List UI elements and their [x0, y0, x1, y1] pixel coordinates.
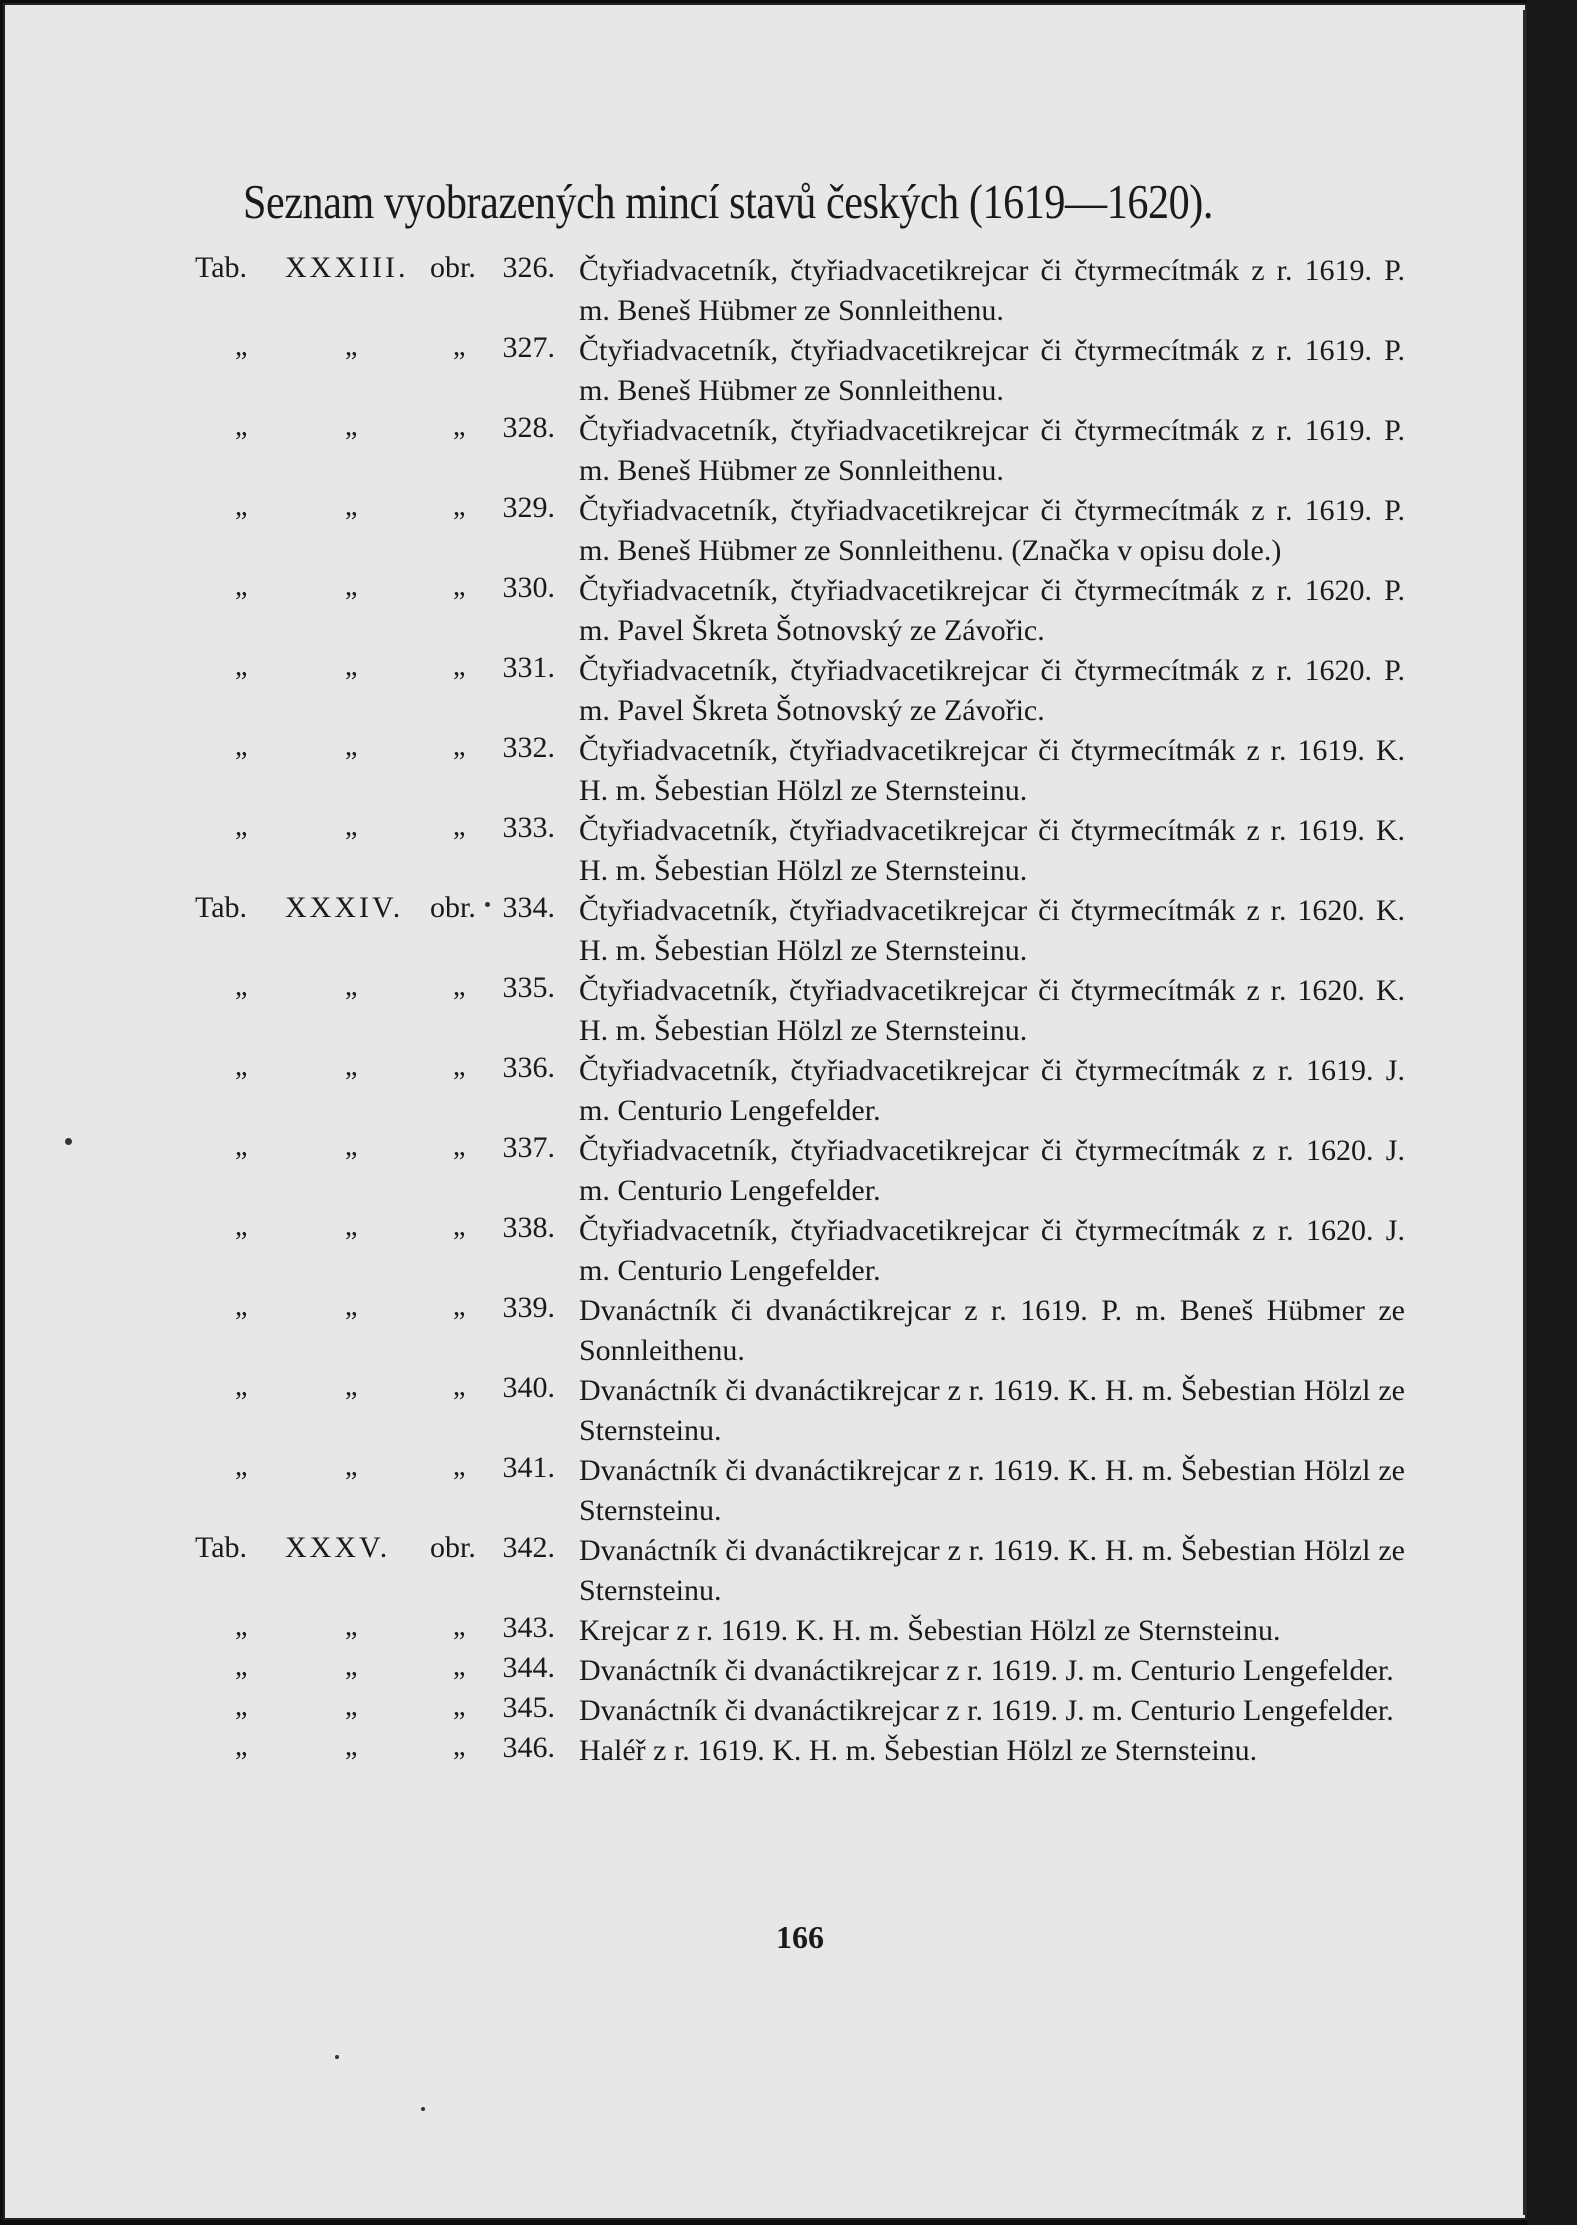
coin-description: Dvanáctník či dvanáctikrejcar z r. 1619. K. H. m. Šebestian Hölzl ze Sternsteinu. [579, 1454, 1405, 1527]
ditto-mark: „ [453, 1051, 466, 1082]
ditto-mark: „ [453, 1211, 466, 1242]
ditto-mark: „ [453, 1371, 466, 1402]
ditto-mark: „ [345, 971, 358, 1002]
page-edge [1523, 10, 1526, 2215]
figure-number: 338. [502, 1211, 555, 1244]
ditto-mark: „ [345, 1051, 358, 1082]
ditto-mark: „ [345, 1691, 358, 1722]
ditto-mark: „ [453, 1651, 466, 1682]
coin-description: Dvanáctník či dvanáctikrejcar z r. 1619. P. m. Beneš Hübmer ze Sonnleithenu. [579, 1294, 1405, 1367]
figure-number: 331. [502, 651, 555, 684]
coin-description: Dvanáctník či dvanáctikrejcar z r. 1619. K. H. m. Šebestian Hölzl ze Sternsteinu. [579, 1534, 1405, 1607]
ditto-mark: „ [235, 1691, 248, 1722]
plate-label: Tab. [195, 891, 248, 924]
ditto-mark: „ [453, 1451, 466, 1482]
list-item [5, 411, 1527, 491]
list-item [5, 971, 1527, 1051]
plate-reference [195, 1731, 555, 1771]
ditto-mark: „ [235, 731, 248, 762]
coin-description: Čtyřiadvacetník, čtyřiadvacetikrejcar či čtyrmecítmák z r. 1619. P. m. Beneš Hübmer ze Sonnleithenu. [579, 254, 1405, 327]
document-page [3, 3, 1527, 2220]
print-speck [335, 2055, 339, 2059]
figure-number: 342. [502, 1531, 555, 1564]
page-number: 166 [776, 1919, 824, 1955]
ditto-mark: „ [235, 651, 248, 682]
list-item [5, 1451, 1527, 1531]
ditto-mark: „ [235, 1051, 248, 1082]
ditto-mark: „ [345, 1651, 358, 1682]
plate-reference [195, 1211, 555, 1251]
ditto-mark: „ [453, 971, 466, 1002]
figure-number: 326. [502, 251, 555, 284]
ditto-mark: „ [235, 971, 248, 1002]
figure-number: 336. [502, 1051, 555, 1084]
list-item [5, 1611, 1527, 1651]
ditto-mark: „ [453, 1131, 466, 1162]
coin-description: Čtyřiadvacetník, čtyřiadvacetikrejcar či čtyrmecítmák z r. 1620. K. H. m. Šebestian Hölzl ze Sternsteinu. [579, 974, 1405, 1047]
list-item [5, 1291, 1527, 1371]
ditto-mark: „ [345, 731, 358, 762]
list-item [5, 891, 1527, 971]
coin-description: Čtyřiadvacetník, čtyřiadvacetikrejcar či čtyrmecítmák z r. 1619. J. m. Centurio Lengefelder. [579, 1054, 1405, 1127]
ditto-mark: „ [235, 811, 248, 842]
figure-number: 334. [502, 891, 555, 924]
coin-description: Čtyřiadvacetník, čtyřiadvacetikrejcar či čtyrmecítmák z r. 1620. J. m. Centurio Lengefelder. [579, 1214, 1405, 1287]
coin-description: Čtyřiadvacetník, čtyřiadvacetikrejcar či čtyrmecítmák z r. 1620. J. m. Centurio Lengefelder. [579, 1134, 1405, 1207]
print-speck [485, 902, 490, 907]
coin-description: Čtyřiadvacetník, čtyřiadvacetikrejcar či čtyrmecítmák z r. 1620. P. m. Pavel Škreta Šotnovský ze Závořic. [579, 654, 1405, 727]
coin-description: Dvanáctník či dvanáctikrejcar z r. 1619. K. H. m. Šebestian Hölzl ze Sternsteinu. [579, 1374, 1405, 1447]
plate-label: Tab. [195, 251, 248, 284]
list-item [5, 571, 1527, 651]
ditto-mark: „ [235, 1371, 248, 1402]
coin-description: Čtyřiadvacetník, čtyřiadvacetikrejcar či čtyrmecítmák z r. 1619. P. m. Beneš Hübmer ze Sonnleithenu. (Značka v opisu dole.) [579, 494, 1405, 567]
list-item [5, 331, 1527, 411]
list-item [5, 491, 1527, 571]
plate-reference [195, 1051, 555, 1091]
ditto-mark: „ [345, 1211, 358, 1242]
coin-description: Čtyřiadvacetník, čtyřiadvacetikrejcar či čtyrmecítmák z r. 1620. K. H. m. Šebestian Hölzl ze Sternsteinu. [579, 894, 1405, 967]
print-speck [65, 1138, 72, 1145]
plate-number: XXXV. [285, 1531, 391, 1564]
list-item [5, 731, 1527, 811]
figure-number: 343. [502, 1611, 555, 1644]
plate-reference [195, 1611, 555, 1651]
plate-reference [195, 811, 555, 851]
list-item [5, 1131, 1527, 1211]
ditto-mark: „ [345, 411, 358, 442]
coin-description: Haléř z r. 1619. K. H. m. Šebestian Hölzl ze Sternsteinu. [579, 1734, 1258, 1767]
plate-reference [195, 251, 555, 291]
coin-description: Dvanáctník či dvanáctikrejcar z r. 1619. J. m. Centurio Lengefelder. [579, 1654, 1394, 1687]
ditto-mark: „ [453, 331, 466, 362]
ditto-mark: „ [345, 331, 358, 362]
ditto-mark: „ [235, 1131, 248, 1162]
list-item [5, 811, 1527, 891]
ditto-mark: „ [235, 411, 248, 442]
figure-number: 330. [502, 571, 555, 604]
ditto-mark: „ [235, 571, 248, 602]
figure-number: 344. [502, 1651, 555, 1684]
coin-description: Čtyřiadvacetník, čtyřiadvacetikrejcar či čtyrmecítmák z r. 1620. P. m. Pavel Škreta Šotnovský ze Závořic. [579, 574, 1405, 647]
list-item [5, 1051, 1527, 1131]
ditto-mark: „ [453, 651, 466, 682]
plate-reference [195, 1691, 555, 1731]
figure-label: obr. [430, 251, 476, 284]
list-item [5, 1731, 1527, 1771]
page-gutter [1527, 0, 1577, 2225]
ditto-mark: „ [235, 1731, 248, 1762]
ditto-mark: „ [453, 1731, 466, 1762]
figure-number: 337. [502, 1131, 555, 1164]
ditto-mark: „ [235, 491, 248, 522]
list-item [5, 1531, 1527, 1611]
plate-reference [195, 1131, 555, 1171]
figure-label: obr. [430, 1531, 476, 1564]
ditto-mark: „ [453, 1691, 466, 1722]
ditto-mark: „ [345, 491, 358, 522]
ditto-mark: „ [453, 571, 466, 602]
list-item [5, 1371, 1527, 1451]
ditto-mark: „ [453, 811, 466, 842]
figure-number: 333. [502, 811, 555, 844]
coin-description: Čtyřiadvacetník, čtyřiadvacetikrejcar či čtyrmecítmák z r. 1619. P. m. Beneš Hübmer ze Sonnleithenu. [579, 414, 1405, 487]
plate-reference [195, 651, 555, 691]
figure-number: 335. [502, 971, 555, 1004]
coin-description: Dvanáctník či dvanáctikrejcar z r. 1619. J. m. Centurio Lengefelder. [579, 1694, 1394, 1727]
plate-reference [195, 491, 555, 531]
plate-reference [195, 731, 555, 771]
figure-number: 345. [502, 1691, 555, 1724]
ditto-mark: „ [345, 1611, 358, 1642]
print-speck [421, 2107, 425, 2111]
page-title: Seznam vyobrazených mincí stavů českých (1619—1620). [243, 174, 1213, 229]
figure-number: 332. [502, 731, 555, 764]
ditto-mark: „ [453, 491, 466, 522]
ditto-mark: „ [453, 411, 466, 442]
ditto-mark: „ [235, 1291, 248, 1322]
plate-reference [195, 1531, 555, 1571]
ditto-mark: „ [345, 651, 358, 682]
figure-number: 339. [502, 1291, 555, 1324]
ditto-mark: „ [345, 1731, 358, 1762]
coin-description: Čtyřiadvacetník, čtyřiadvacetikrejcar či čtyrmecítmák z r. 1619. P. m. Beneš Hübmer ze Sonnleithenu. [579, 334, 1405, 407]
figure-number: 328. [502, 411, 555, 444]
plate-reference [195, 1651, 555, 1691]
plate-reference [195, 1291, 555, 1331]
ditto-mark: „ [235, 331, 248, 362]
ditto-mark: „ [345, 1131, 358, 1162]
list-item [5, 1211, 1527, 1291]
ditto-mark: „ [345, 1291, 358, 1322]
plate-reference [195, 331, 555, 371]
ditto-mark: „ [453, 731, 466, 762]
ditto-mark: „ [453, 1611, 466, 1642]
plate-reference [195, 1371, 555, 1411]
ditto-mark: „ [453, 1291, 466, 1322]
list-item [5, 651, 1527, 731]
figure-number: 327. [502, 331, 555, 364]
ditto-mark: „ [235, 1611, 248, 1642]
ditto-mark: „ [345, 1371, 358, 1402]
plate-reference [195, 971, 555, 1011]
coin-description: Čtyřiadvacetník, čtyřiadvacetikrejcar či čtyrmecítmák z r. 1619. K. H. m. Šebestian Hölzl ze Sternsteinu. [579, 814, 1405, 887]
figure-number: 346. [502, 1731, 555, 1764]
ditto-mark: „ [345, 571, 358, 602]
plate-label: Tab. [195, 1531, 248, 1564]
figure-number: 341. [502, 1451, 555, 1484]
list-item [5, 1651, 1527, 1691]
figure-number: 340. [502, 1371, 555, 1404]
plate-number: XXXIII. [285, 251, 409, 284]
plate-number: XXXIV. [285, 891, 404, 924]
ditto-mark: „ [345, 811, 358, 842]
coin-description: Čtyřiadvacetník, čtyřiadvacetikrejcar či čtyrmecítmák z r. 1619. K. H. m. Šebestian Hölzl ze Sternsteinu. [579, 734, 1405, 807]
coin-description: Krejcar z r. 1619. K. H. m. Šebestian Hölzl ze Sternsteinu. [579, 1614, 1281, 1647]
plate-reference [195, 1451, 555, 1491]
list-item [5, 1691, 1527, 1731]
ditto-mark: „ [235, 1651, 248, 1682]
coin-list [5, 251, 1527, 1771]
plate-reference [195, 891, 555, 931]
ditto-mark: „ [235, 1451, 248, 1482]
ditto-mark: „ [235, 1211, 248, 1242]
ditto-mark: „ [345, 1451, 358, 1482]
figure-number: 329. [502, 491, 555, 524]
plate-reference [195, 571, 555, 611]
list-item [5, 251, 1527, 331]
plate-reference [195, 411, 555, 451]
figure-label: obr. [430, 891, 476, 924]
